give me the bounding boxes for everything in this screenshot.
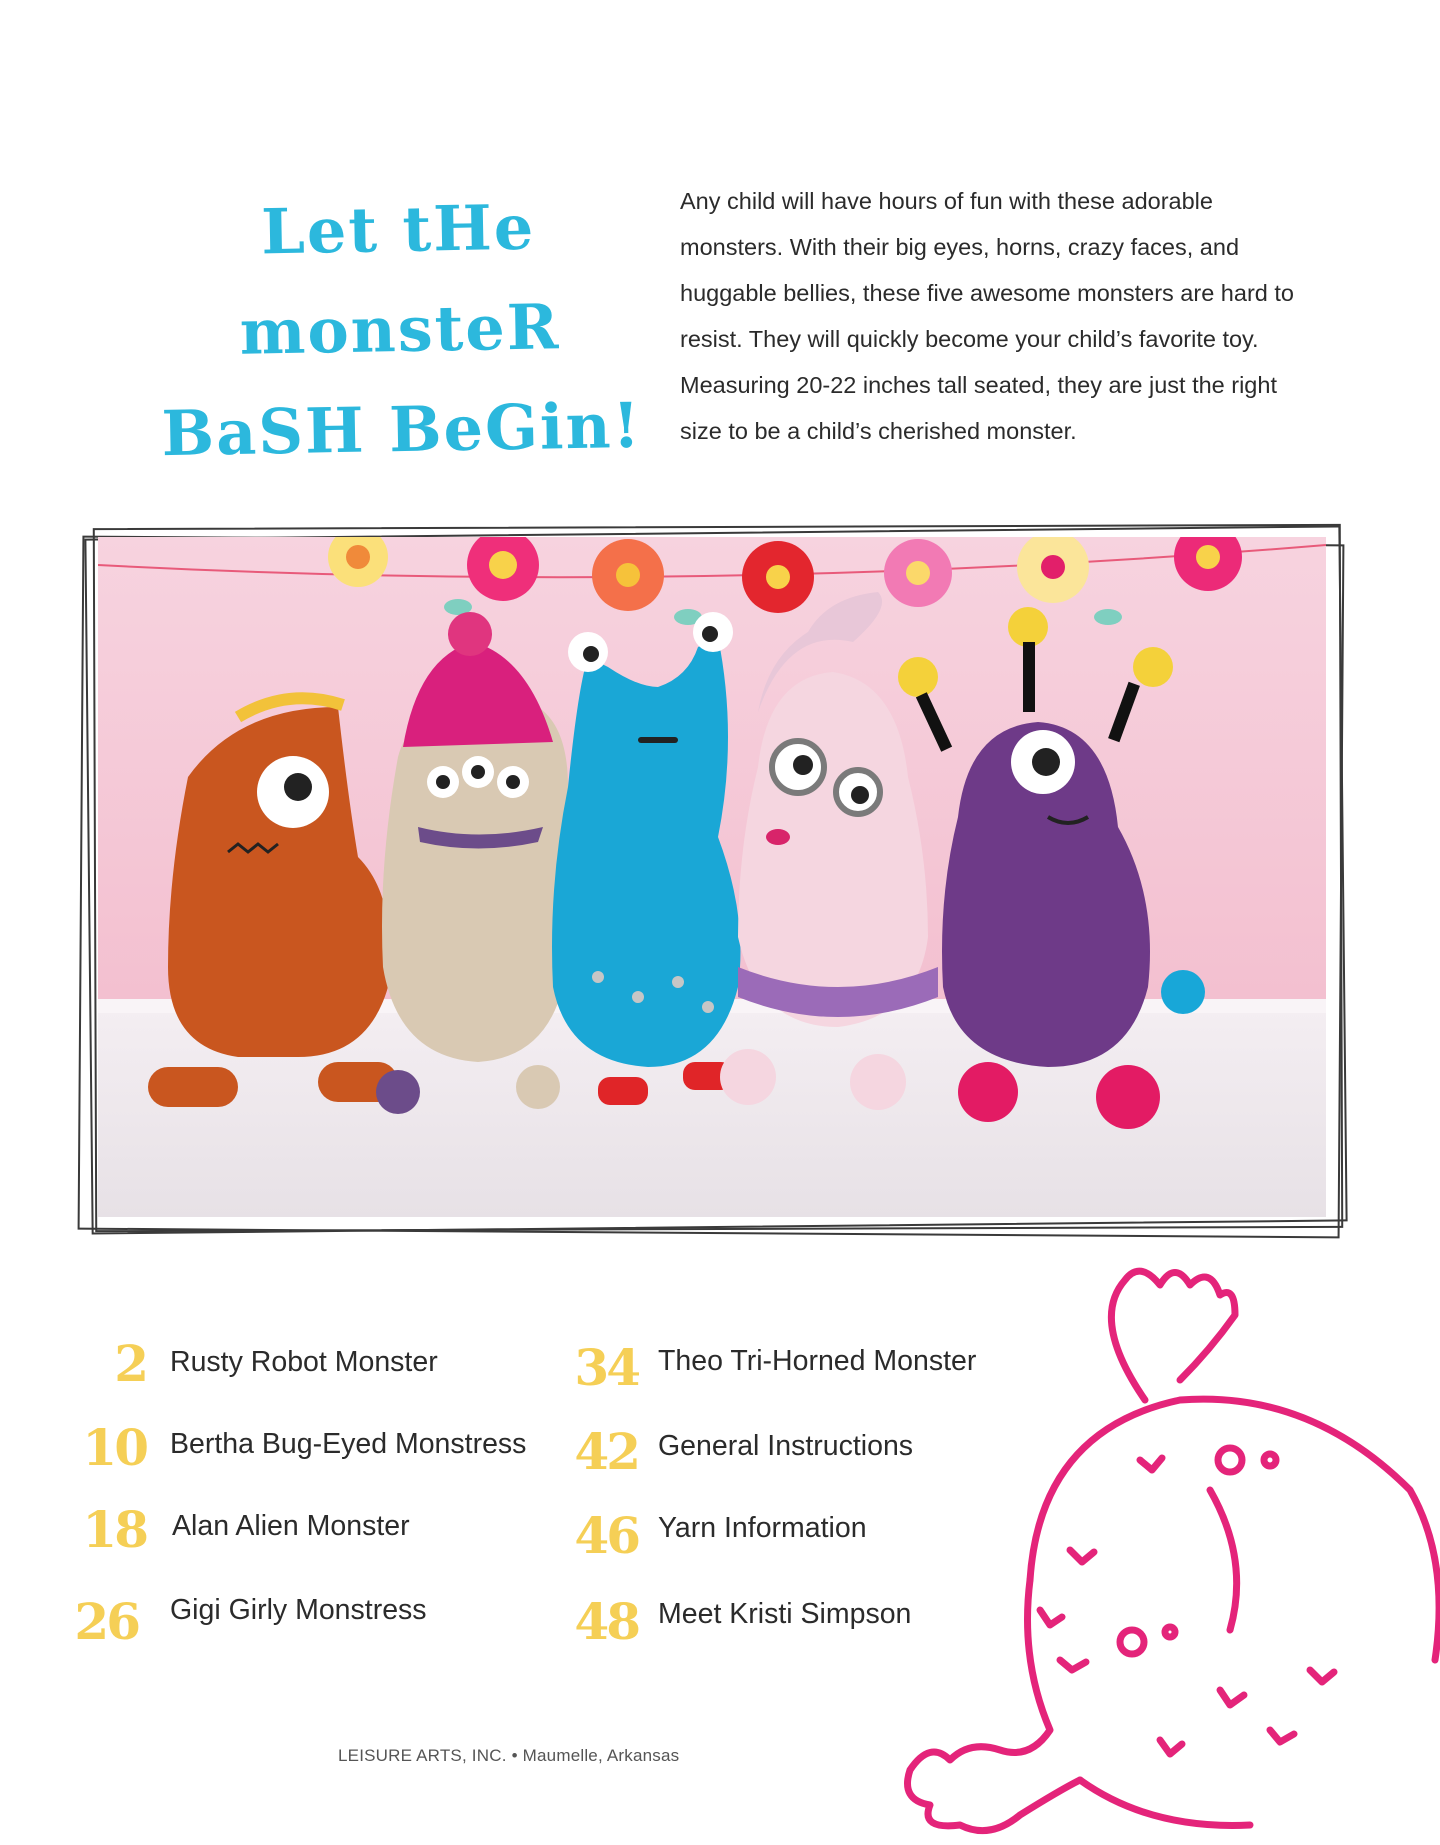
toc-entry-title: General Instructions bbox=[658, 1430, 914, 1462]
toc-entry-title: Theo Tri-Horned Monster bbox=[658, 1345, 977, 1377]
page-headline bbox=[147, 176, 652, 485]
toc-entry-title: Rusty Robot Monster bbox=[170, 1346, 438, 1378]
toc-entry-title: Yarn Information bbox=[658, 1512, 867, 1544]
toc-page-number: 46 bbox=[574, 1506, 638, 1565]
toc-entry-title: Bertha Bug-Eyed Monstress bbox=[170, 1428, 527, 1460]
toc-page-number: 18 bbox=[82, 1500, 146, 1559]
toc-page-number: 48 bbox=[574, 1592, 638, 1651]
toc-page-number: 2 bbox=[114, 1334, 146, 1393]
monster-doodle-icon bbox=[890, 1260, 1440, 1845]
headline-line-2: monsteR bbox=[239, 290, 561, 369]
toc-page-number: 34 bbox=[574, 1338, 638, 1397]
toc-page-number: 42 bbox=[574, 1422, 638, 1481]
toc-page-number: 10 bbox=[82, 1418, 146, 1477]
footer-publisher: LEISURE ARTS, INC. bbox=[338, 1746, 507, 1765]
footer-location: Maumelle, Arkansas bbox=[522, 1746, 680, 1765]
toc-entry-title: Alan Alien Monster bbox=[172, 1510, 410, 1542]
toc-page-number: 26 bbox=[74, 1592, 138, 1651]
headline-line-1: Let tHe bbox=[260, 190, 536, 269]
intro-paragraph: Any child will have hours of fun with these adorable monsters. With their big eyes, horns, crazy faces, and huggable bellies, these five awesome monsters are hard to resist. They will quickly become your child’s favorite toy. Measuring 20-22 inches tall seated, they are just the right size to be a child’s cherished monster. bbox=[680, 188, 1294, 444]
toc-entry-title: Gigi Girly Monstress bbox=[170, 1594, 427, 1626]
monsters-photo bbox=[98, 537, 1326, 1217]
footer bbox=[338, 1746, 679, 1766]
toc-entry-title: Meet Kristi Simpson bbox=[658, 1598, 912, 1630]
footer-separator: • bbox=[511, 1746, 518, 1765]
headline-line-3: BaSH BeGin! bbox=[161, 388, 643, 471]
